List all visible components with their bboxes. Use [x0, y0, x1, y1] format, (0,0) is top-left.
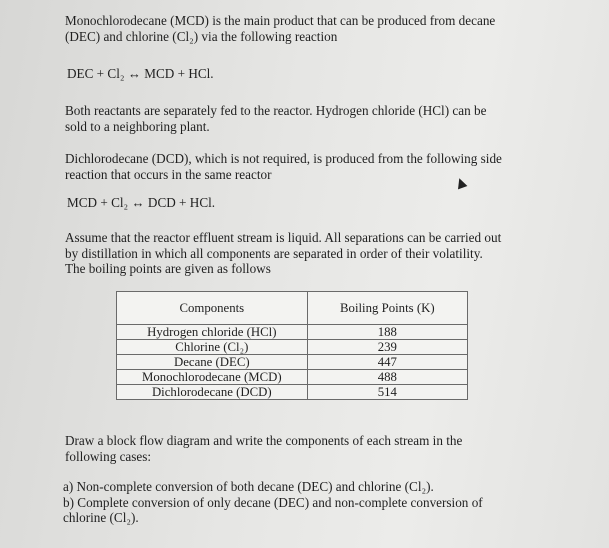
table-row — [117, 385, 468, 400]
boiling-point-cell: 447 — [307, 355, 467, 370]
intro-line-2: (DEC) and chlorine (Cl₂) via the following reaction — [65, 28, 338, 44]
assume-line-2: by distillation in which all components are separated in order of their volatility. — [65, 245, 483, 261]
task-line-1: Draw a block flow diagram and write the components of each stream in the — [65, 433, 463, 448]
case-a: a) Non-complete conversion of both decane (DEC) and chlorine (Cl₂). — [63, 479, 434, 494]
component-cell: Monochlorodecane (MCD) — [117, 370, 308, 385]
component-cell: Dichlorodecane (DCD) — [117, 385, 308, 400]
intro-paragraph — [65, 13, 495, 44]
reaction-1: DEC + Cl₂ ↔ MCD + HCl. — [67, 66, 214, 81]
case-b-line-1: b) Complete conversion of only decane (DEC) and non-complete conversion of — [63, 494, 483, 510]
component-cell: Chlorine (Cl₂) — [117, 340, 308, 355]
table-header-row — [117, 292, 468, 325]
reactants-line-2: sold to a neighboring plant. — [65, 118, 210, 134]
assumption-paragraph — [65, 230, 501, 277]
boiling-point-cell: 514 — [307, 385, 467, 400]
table-row — [117, 325, 468, 340]
case-b-line-2: chlorine (Cl₂). — [63, 510, 139, 525]
reactants-line-1: Both reactants are separately fed to the reactor. Hydrogen chloride (HCl) can be — [65, 103, 487, 118]
reactants-paragraph — [65, 103, 486, 134]
reaction-2: MCD + Cl₂ ↔ DCD + HCl. — [67, 195, 216, 210]
boiling-point-cell: 239 — [307, 340, 467, 355]
assume-line-3: The boiling points are given as follows — [65, 261, 271, 276]
intro-line-1: Monochlorodecane (MCD) is the main product that can be produced from decane — [65, 13, 496, 28]
task-paragraph — [65, 433, 462, 464]
boiling-point-cell: 188 — [307, 325, 467, 340]
task-line-2: following cases: — [65, 448, 152, 464]
table-row — [117, 340, 468, 355]
component-cell: Decane (DEC) — [117, 355, 308, 370]
table-row — [117, 355, 468, 370]
side-line-2: reaction that occurs in the same reactor — [65, 166, 272, 182]
component-cell: Hydrogen chloride (HCl) — [117, 325, 308, 340]
table-row — [117, 370, 468, 385]
header-components: Components — [117, 292, 308, 325]
header-boiling-points: Boiling Points (K) — [307, 292, 467, 325]
side-reaction-paragraph — [65, 151, 502, 182]
cases-list — [63, 479, 483, 526]
side-line-1: Dichlorodecane (DCD), which is not required, is produced from the following side — [65, 151, 502, 166]
assume-line-1: Assume that the reactor effluent stream is liquid. All separations can be carried out — [65, 230, 502, 245]
boiling-point-cell: 488 — [307, 370, 467, 385]
boiling-points-table — [116, 291, 468, 400]
